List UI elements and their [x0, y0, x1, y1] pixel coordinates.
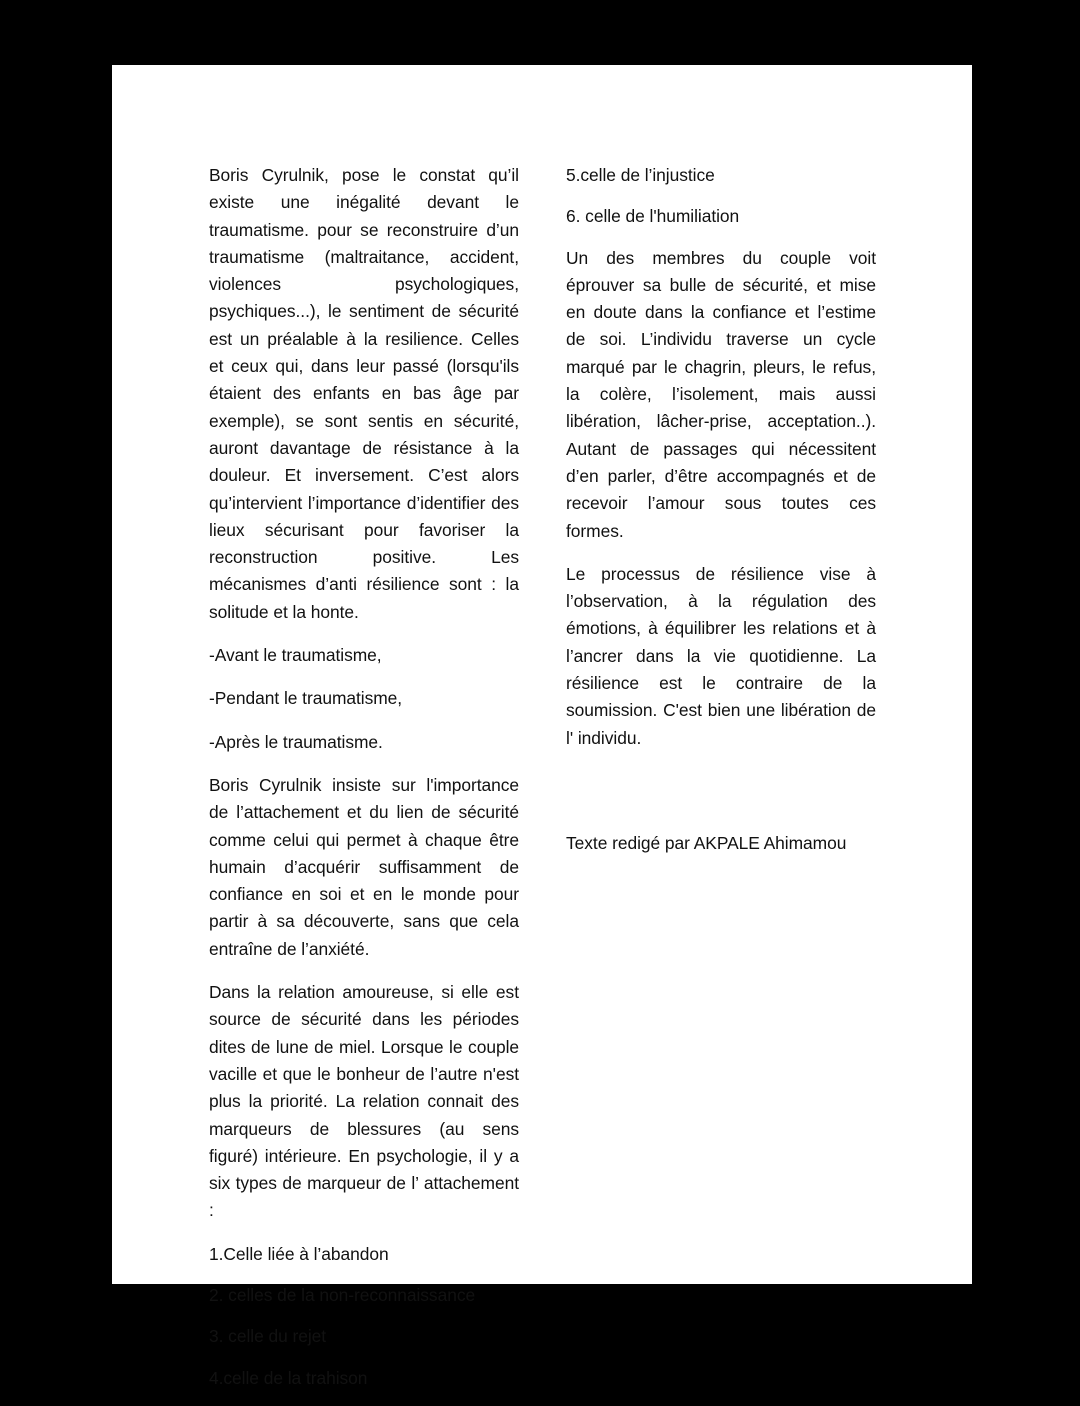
- paragraph-membres-du-couple: Un des membres du couple voit éprouver sa bulle de sécurité, et mise en doute dans la confiance et l’estime de soi. L’individu traverse un cycle marqué par le chagrin, pleurs, le refus, la colère, l’isolement, mais aussi libération, lâcher-prise, acceptation..). Autant de passages qui nécessitent d’en parler, d’être accompagnés et de recevoir l’amour sous toutes ces formes.: [566, 247, 876, 541]
- paragraph-relation-amoureuse: Dans la relation amoureuse, si elle est source de sécurité dans les périodes dites de lune de miel. Lorsque le couple vacille et que le bonheur de l’autre n'est plus la priorité. La relation connait des marqueurs de blessures (au sens figuré) intérieure. En psychologie, il y a six types de marqueur de l’ attachement :: [209, 982, 519, 1221]
- marker-item-4-trahison: 4.celle de la trahison: [209, 1367, 368, 1388]
- paragraph-cyrulnik-inegalite: Boris Cyrulnik, pose le constat qu’il existe une inégalité devant le traumatisme. pour se reconstruire d’un traumatisme (maltraitance, accident, violences psychologiques, psychiques...), le sentiment de sécurité est un préalable à la resilience. Celles et ceux qui, dans leur passé (lorsqu'ils étaient des enfants en bas âge par exemple), se sont sentis en sécurité, auront davantage de résistance à la douleur. Et inversement. C’est alors qu’intervient l’importance d’identifier des lieux sécurisant pour favoriser la reconstruction positive. Les mécanismes d’anti résilience sont : la solitude et la honte.: [209, 165, 519, 622]
- marker-item-6-humiliation: 6. celle de l'humiliation: [566, 206, 740, 227]
- marker-item-2-non-reconnaissance: 2. celles de la non-reconnaissance: [209, 1284, 476, 1305]
- marker-item-1-abandon: 1.Celle liée à l’abandon: [209, 1243, 389, 1264]
- left-text-column: [209, 162, 519, 1406]
- document-page: [112, 65, 972, 1388]
- paragraph-attachement-securite: Boris Cyrulnik insiste sur l'importance de l’attachement et du lien de sécurité comme celui qui permet à chaque être humain d’acquérir suffisamment de confiance en soi et en le monde pour partir à sa découverte, sans que cela entraîne de l’anxiété.: [209, 774, 519, 959]
- right-text-column: [566, 162, 876, 857]
- list-item-apres-traumatisme: -Après le traumatisme.: [209, 731, 383, 752]
- marker-item-5-injustice: 5.celle de l’injustice: [566, 165, 715, 185]
- author-signature: Texte redigé par AKPALE Ahimamou: [566, 832, 847, 853]
- list-item-avant-traumatisme: -Avant le traumatisme,: [209, 645, 382, 666]
- document-text-body: [209, 162, 909, 1388]
- signature-spacer: [566, 768, 876, 830]
- paragraph-processus-resilience: Le processus de résilience vise à l’observation, à la régulation des émotions, à équilibrer les relations et à l’ancrer dans la vie quotidienne. La résilience est le contraire de la soumission. C'est bien une libération de l' individu.: [566, 563, 876, 748]
- marker-item-3-rejet: 3. celle du rejet: [209, 1326, 327, 1347]
- list-item-pendant-traumatisme: -Pendant le traumatisme,: [209, 688, 403, 709]
